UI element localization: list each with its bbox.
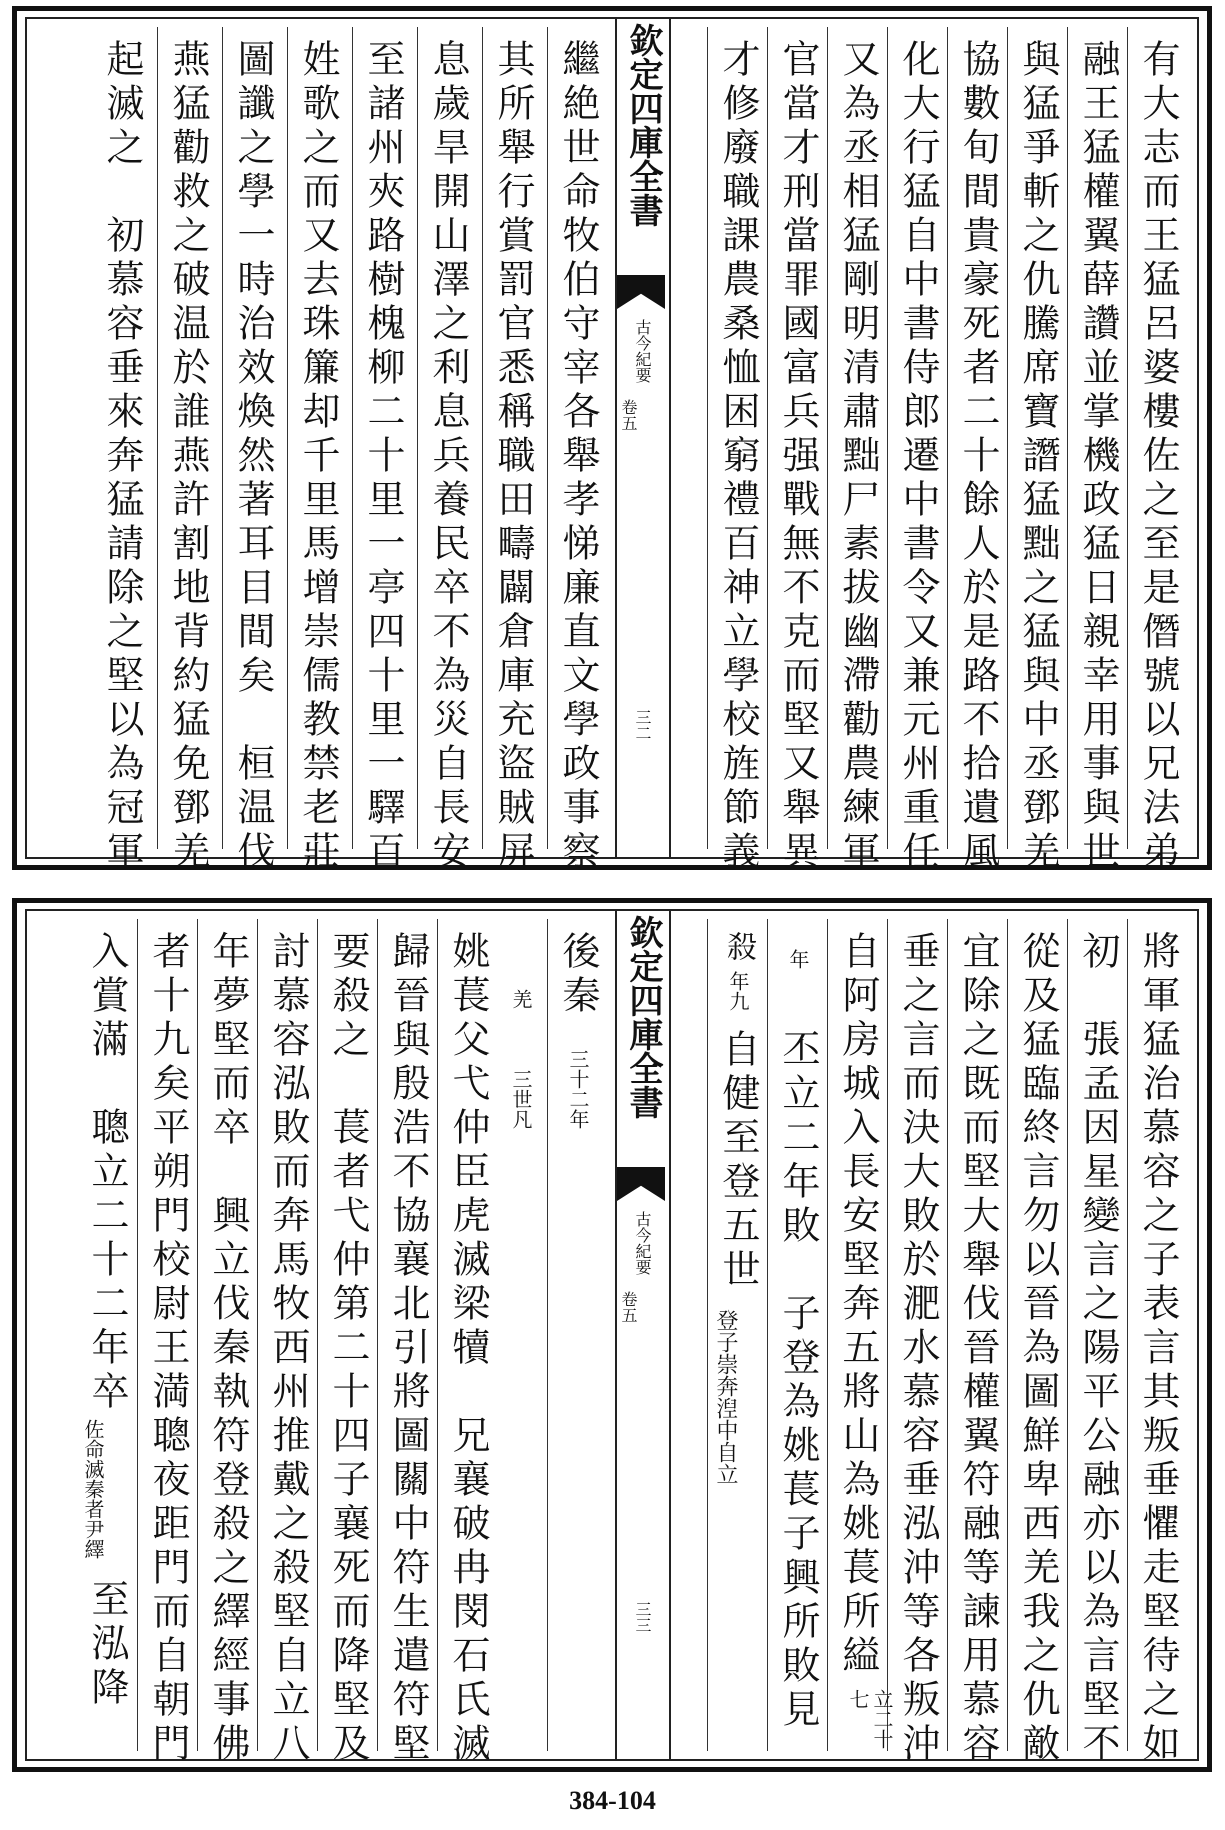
text-column: [547, 27, 608, 875]
column-text: 才修廢職課農桑恤困窮禮百神立學校旌節義: [716, 39, 760, 875]
text-column: [1007, 919, 1068, 1767]
upper-page: [12, 6, 1212, 875]
interlinear-note: 年: [786, 949, 810, 969]
header-notes-column: [497, 919, 547, 1751]
lower-page-frame: [25, 909, 1199, 1767]
column-text: 融王猛權翼薛讚並掌機政猛日親幸用事與世: [1076, 39, 1120, 875]
page-number: 384-104: [569, 1786, 656, 1815]
column-text: 至泓降: [85, 1579, 129, 1711]
volume-number: 卷五: [619, 1291, 638, 1323]
book-title: 古今紀要: [633, 319, 652, 383]
interlinear-note: 年九: [726, 971, 750, 1011]
lower-page: [12, 898, 1212, 1772]
text-column: [482, 27, 543, 875]
column-text: 歸晉與殷浩不協襄北引將圖關中符生遣符堅: [386, 931, 430, 1767]
column-text: 姚萇父弋仲臣虎滅梁犢 兄襄破冉閔石氏滅: [446, 931, 490, 1767]
column-text: 其所舉行賞罰官悉稱職田疇闢倉庫充盜賊屏: [491, 39, 535, 875]
column-text: 有大志而王猛呂婆樓佐之至是僭號以兄法弟: [1136, 39, 1180, 875]
text-column: [1007, 27, 1068, 875]
column-text: 要殺之 萇者弋仲第二十四子襄死而降堅及: [326, 931, 370, 1767]
column-text: 繼絶世命牧伯守宰各舉孝悌廉直文學政事察: [556, 39, 600, 875]
text-column: [947, 919, 1008, 1767]
text-column: [1127, 919, 1188, 1767]
text-column: [137, 919, 198, 1767]
text-column: [887, 919, 948, 1767]
text-column: [887, 27, 948, 875]
column-text: 協數旬間貴豪死者二十餘人於是路不拾遺風: [956, 39, 1000, 875]
text-column: [767, 919, 828, 1751]
interlinear-note: 羌: [509, 989, 533, 1009]
interlinear-note: 三世凡: [509, 1069, 533, 1129]
text-column: [92, 27, 152, 875]
column-text: 又為丞相猛剛明清肅黜尸素拔幽滯勸農練軍: [836, 39, 880, 875]
text-column: [437, 919, 498, 1767]
section-header-column: [547, 919, 608, 1751]
text-column: [417, 27, 478, 875]
column-text: 至諸州夾路樹槐柳二十里一亭四十里一驛百: [361, 39, 405, 875]
fish-tail-mark: [617, 275, 665, 309]
text-column: [1067, 919, 1128, 1767]
upper-page-frame: [25, 17, 1199, 875]
center-fold-column: [615, 911, 671, 1759]
book-title: 古今紀要: [633, 1211, 652, 1275]
column-text: 與猛爭斬之仇騰席寶譖猛黜之猛與中丞鄧羌: [1016, 39, 1060, 875]
interlinear-note: 立二十七: [846, 1689, 894, 1749]
text-column: [767, 27, 828, 875]
column-text: 將軍猛治慕容之子表言其叛垂懼走堅待之如: [1136, 931, 1180, 1767]
column-text: 者十九矣平朔門校尉王満聰夜距門而自朝門: [146, 931, 190, 1767]
column-text: 燕猛勸救之破温於誰燕許割地背約猛免鄧羌: [166, 39, 210, 875]
text-column: [707, 919, 768, 1751]
folio-number: 三二: [633, 709, 652, 741]
column-text: 殺: [721, 931, 756, 967]
text-column: [287, 27, 348, 875]
column-text: 圖讖之學一時治效煥然著耳目間矣 桓温伐: [231, 39, 275, 875]
collection-title: 欽定四庫全書: [623, 23, 663, 227]
interlinear-note: 佐命滅秦者尹繹: [81, 1419, 105, 1559]
text-column: [77, 919, 137, 1751]
column-text: 化大行猛自中書侍郎遷中書令又兼元州重任: [896, 39, 940, 875]
column-text: 初 張孟因星變言之陽平公融亦以為言堅不: [1076, 931, 1120, 1767]
interlinear-note: 登子崇奔湼中自立: [713, 1309, 738, 1485]
fish-tail-mark: [617, 1167, 665, 1201]
text-column: [1067, 27, 1128, 875]
folio-number: 三三: [633, 1601, 652, 1633]
text-column: [377, 919, 438, 1767]
column-text: 自健至登五世: [716, 1029, 760, 1293]
column-text: 息歲旱開山澤之利息兵養民卒不為災自長安: [426, 39, 470, 875]
column-text: 丕立二年敗 子登為姚萇子興所敗見: [776, 1029, 820, 1733]
text-column: [157, 27, 218, 875]
column-text: 自阿房城入長安堅奔五將山為姚萇所縊: [836, 931, 880, 1679]
text-column: [707, 27, 768, 875]
volume-number: 卷五: [619, 399, 638, 431]
collection-title: 欽定四庫全書: [623, 915, 663, 1119]
section-heading: 後秦: [556, 931, 600, 1019]
text-column: [1127, 27, 1188, 875]
text-column: [257, 919, 318, 1767]
text-column: [317, 919, 378, 1767]
column-text: 起滅之 初慕容垂來奔猛請除之堅以為冠軍: [100, 39, 144, 875]
center-fold-column: [615, 19, 671, 857]
text-column: [947, 27, 1008, 875]
column-text: 入賞滿 聰立二十二年卒: [85, 931, 129, 1415]
column-text: 討慕容泓敗而奔馬牧西州推戴之殺堅自立八: [266, 931, 310, 1767]
column-text: 姓歌之而又去珠簾却千里馬增崇儒教禁老莊: [296, 39, 340, 875]
text-column: [352, 27, 413, 875]
text-column: [197, 919, 258, 1767]
text-column: [827, 919, 894, 1751]
column-text: 官當才刑當罪國富兵强戰無不克而堅又舉異: [776, 39, 820, 875]
text-column: [827, 27, 888, 875]
column-text: 垂之言而決大敗於淝水慕容垂泓沖等各叛沖: [896, 931, 940, 1767]
column-text: 年夢堅而卒 興立伐秦執符登殺之繹經事佛: [206, 931, 250, 1767]
interlinear-note: 三十二年: [566, 1049, 590, 1129]
text-column: [222, 27, 283, 875]
column-text: 從及猛臨終言勿以晉為圖鮮卑西羌我之仇敵: [1016, 931, 1060, 1767]
column-text: 宜除之既而堅大舉伐晉權翼符融等諫用慕容: [956, 931, 1000, 1767]
